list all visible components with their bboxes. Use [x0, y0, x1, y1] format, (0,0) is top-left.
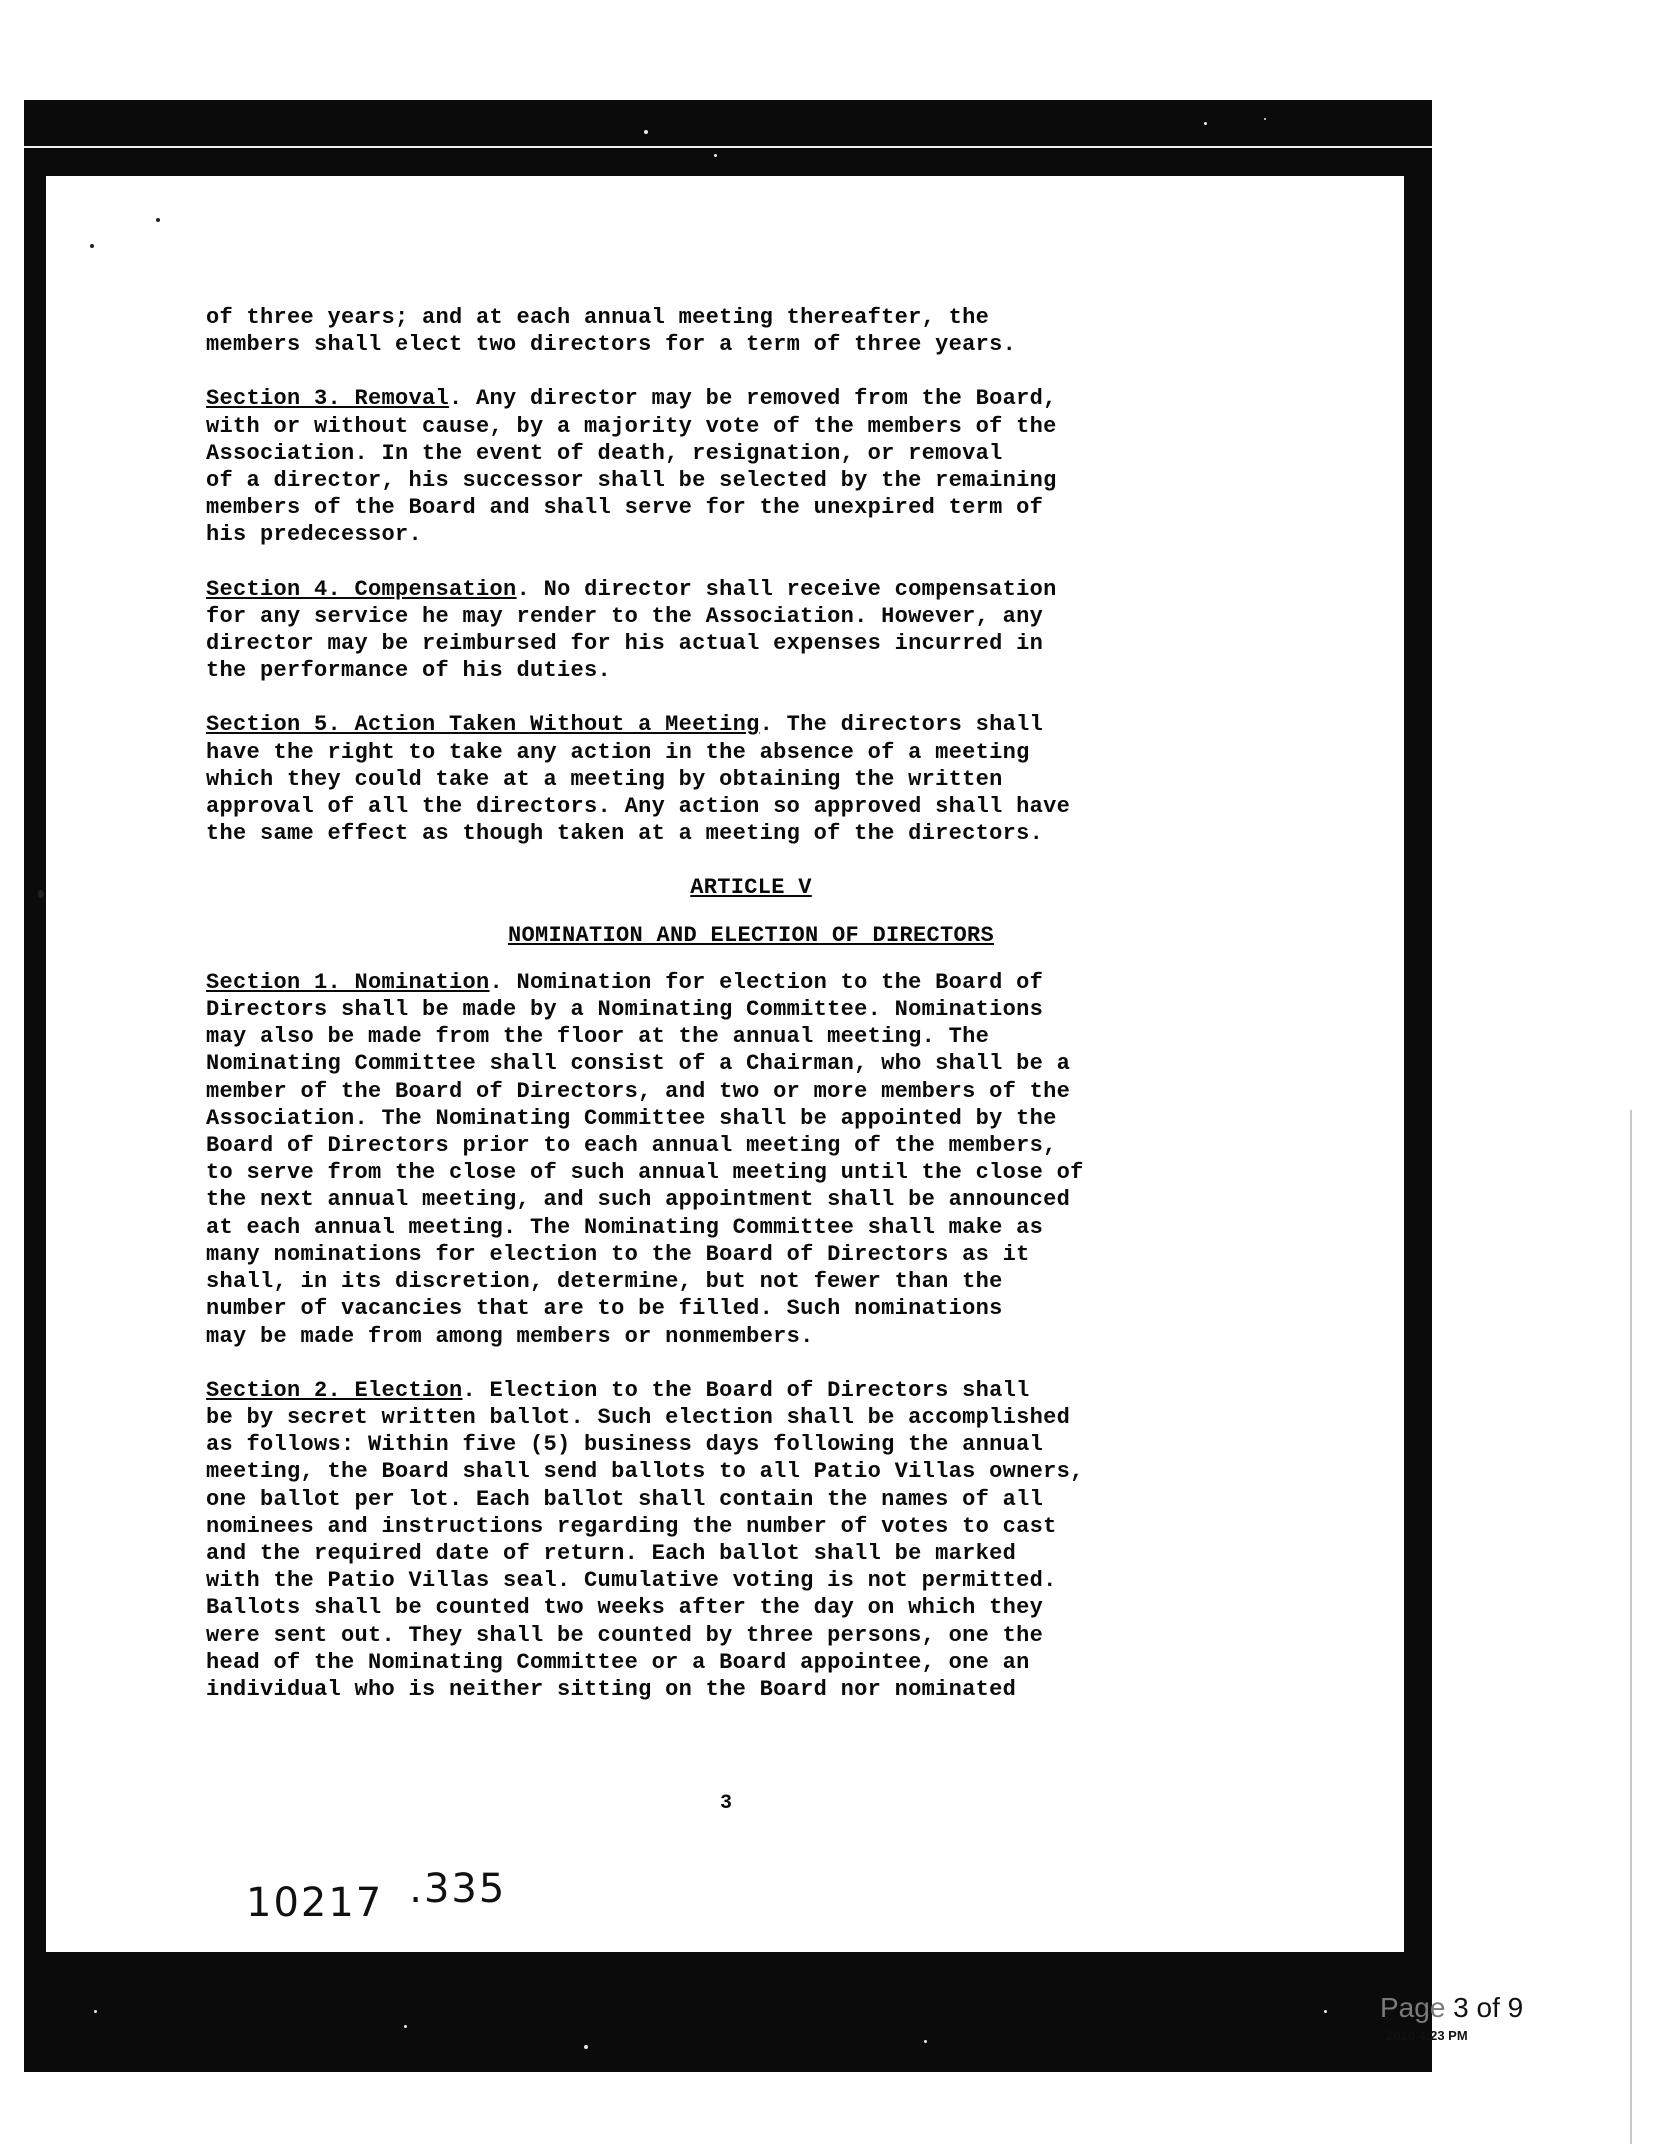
- paragraph-continuation: [206, 304, 1296, 358]
- section-heading: Section 1. Nomination: [206, 969, 490, 995]
- scan-speck: [1204, 122, 1207, 125]
- article-title: ARTICLE V: [690, 875, 812, 901]
- scan-dot: [38, 890, 44, 898]
- scan-speck: [404, 2025, 407, 2028]
- scan-speck: [1264, 118, 1266, 120]
- paragraph-section-2-election: [206, 1377, 1296, 1703]
- scan-speck: [924, 2040, 927, 2043]
- scan-speck: [714, 154, 717, 157]
- document-body: [206, 304, 1296, 1730]
- section-heading: Section 4. Compensation: [206, 576, 517, 602]
- scan-edge: [1630, 1110, 1632, 2144]
- section-list: [206, 304, 1296, 847]
- stamp-page-of: 3 of 9: [1453, 1992, 1524, 2023]
- stamp-page-prefix: Page: [1380, 1992, 1454, 2023]
- article-subtitle: NOMINATION AND ELECTION OF DIRECTORS: [507, 922, 995, 948]
- paragraph-section-1-nomination: [206, 969, 1296, 1350]
- book-page-number: .335: [409, 1866, 507, 1912]
- section-heading: Section 5. Action Taken Without a Meeting: [206, 712, 760, 738]
- scan-dot: [90, 244, 94, 248]
- scan-speck: [94, 2010, 97, 2013]
- book-number: 10217: [246, 1880, 384, 1926]
- scan-rule: [24, 146, 1432, 148]
- section-heading: Section 2. Election: [206, 1377, 463, 1403]
- stamp-datetime: 2010 4:23 PM: [1386, 2028, 1468, 2043]
- scan-speck: [1324, 2010, 1327, 2013]
- section-text: . Any director may be removed from the Board, with or without cause, by a majority vote of the members of the Association. In the event of death, resignation, or removal of a director, his successor shall be selected by the remaining members of the Board and shall serve for the unexpired term of his predecessor.: [206, 386, 1057, 548]
- section-text: of three years; and at each annual meeting thereafter, the members shall elect two directors for a term of three years.: [206, 305, 1017, 358]
- paragraph-section-3-removal: [206, 385, 1296, 548]
- section-text: . No director shall receive compensation for any service he may render to the Association. However, any director may be reimbursed for his actual expenses incurred in the performance of his duties.: [206, 576, 1057, 684]
- paragraph-section-5-action: [206, 711, 1296, 847]
- paragraph-section-4-compensation: [206, 576, 1296, 685]
- scan-dot: [156, 218, 160, 222]
- book-page-reference: [246, 1866, 507, 1926]
- article-section-list: [206, 969, 1296, 1703]
- scan-speck: [644, 130, 648, 134]
- section-text: . Election to the Board of Directors shall be by secret written ballot. Such election shall be accomplished as follows: Within five (5) business days following the annual meeting, the Board shall send ballots to all Patio Villas owners, one ballot per lot. Each ballot shall contain the names of all nominees and instructions regarding the number of votes to cast and the required date of return. Each ballot shall be marked with the Patio Villas seal. Cumulative voting is not permitted. Ballots shall be counted two weeks after the day on which they were sent out. They shall be counted by three persons, one the head of the Nominating Committee or a Board appointee, one an individual who is neither sitting on the Board nor nominated: [206, 1377, 1084, 1702]
- stamp-page-count: [1380, 1992, 1650, 2024]
- page-number: 3: [720, 1792, 733, 1815]
- print-stamp: [1380, 1992, 1650, 2043]
- section-text: . The directors shall have the right to take any action in the absence of a meeting which they could take at a meeting by obtaining the written approval of all the directors. Any action so approved shall have the same effect as though taken at a meeting of the directors.: [206, 712, 1071, 847]
- scan-speck: [584, 2045, 588, 2049]
- section-heading: Section 3. Removal: [206, 386, 450, 412]
- section-text: . Nomination for election to the Board of Directors shall be made by a Nominating Committee. Nominations may also be made from the floor at the annual meeting. The Nominating Committee shall consist of a Chairman, who shall be a member of the Board of Directors, and two or more members of the Association. The Nominating Committee shall be appointed by the Board of Directors prior to each annual meeting of the members, to serve from the close of such annual meeting until the close of the next annual meeting, and such appointment shall be announced at each annual meeting. The Nominating Committee shall make as many nominations for election to the Board of Directors as it shall, in its discretion, determine, but not fewer than the number of vacancies that are to be filled. Such nominations may be made from among members or nonmembers.: [206, 969, 1084, 1349]
